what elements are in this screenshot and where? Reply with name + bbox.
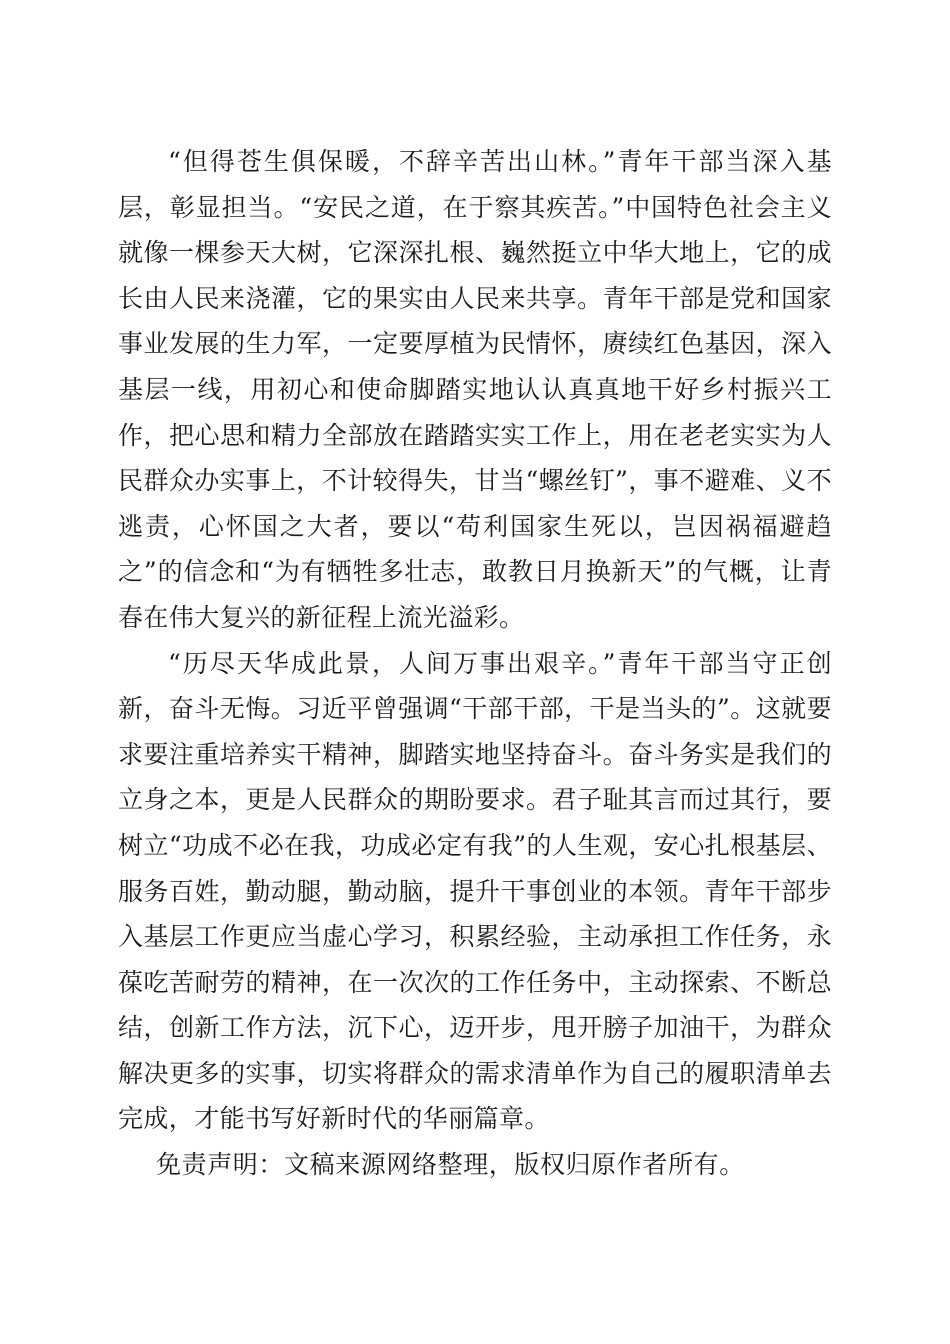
disclaimer-text: 免责声明：文稿来源网络整理，版权归原作者所有。 <box>156 1150 745 1180</box>
document-body <box>118 139 832 1188</box>
paragraph-2: “历尽天华成此景，人间万事出艰辛。”青年干部当守正创新，奋斗无悔。习近平曾强调“干部干部，干是当头的”。这就要求要注重培养实干精神，脚踏实地坚持奋斗。奋斗务实是我们的立身之本，更是人民群众的期盼要求。君子耻其言而过其行，要树立“功成不必在我，功成必定有我”的人生观，安心扎根基层、服务百姓，勤动腿，勤动脑，提升干事创业的本领。青年干部步入基层工作更应当虚心学习，积累经验，主动承担工作任务，永葆吃苦耐劳的精神，在一次次的工作任务中，主动探索、不断总结，创新工作方法，沉下心，迈开步，甩开膀子加油干，为群众解决更多的实事，切实将群众的需求清单作为自己的履职清单去完成，才能书写好新时代的华丽篇章。 <box>118 648 832 1134</box>
paragraph-1: “但得苍生俱保暖，不辞辛苦出山林。”青年干部当深入基层，彰显担当。“安民之道，在于察其疾苦。”中国特色社会主义就像一棵参天大树，它深深扎根、巍然挺立中华大地上，它的成长由人民来浇灌，它的果实由人民来共享。青年干部是党和国家事业发展的生力军，一定要厚植为民情怀，赓续红色基因，深入基层一线，用初心和使命脚踏实地认认真真地干好乡村振兴工作，把心思和精力全部放在踏踏实实工作上，用在老老实实为人民群众办实事上，不计较得失，甘当“螺丝钉”，事不避难、义不逃责，心怀国之大者，要以“苟利国家生死以，岂因祸福避趋之”的信念和“为有牺牲多壮志，敢教日月换新天”的气概，让青春在伟大复兴的新征程上流光溢彩。 <box>118 147 832 632</box>
